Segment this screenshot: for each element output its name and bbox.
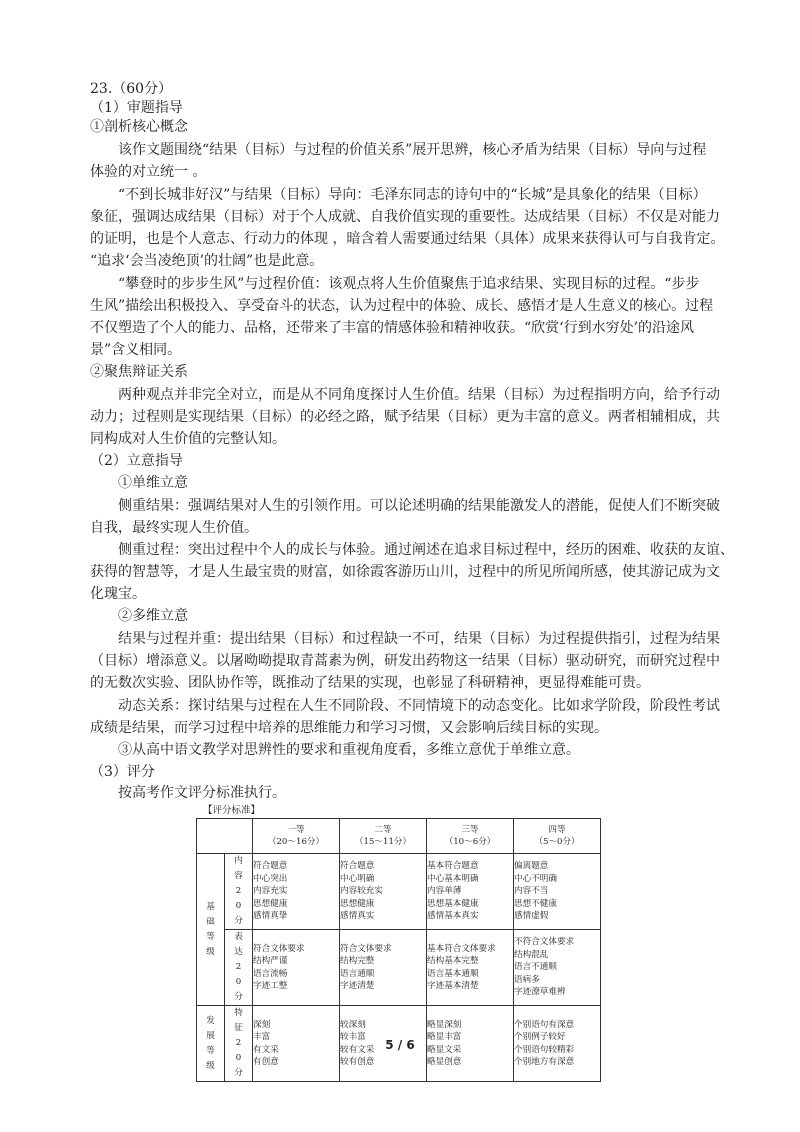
paragraph-line: 象征，强调达成结果（目标）对于个人成就、自我价值实现的重要性。达成结果（目标）不仅是对能力	[90, 209, 720, 225]
subsection-dialectic: ②聚焦辩证关系	[90, 364, 188, 380]
paragraph-line: 按高考作文评分标准执行。	[118, 785, 286, 801]
section-review-title: （1）审题指导	[90, 100, 183, 116]
section-scoring-title: （3）评分	[90, 764, 155, 780]
paragraph-line: 的无数次实验、团队协作等，既推动了结果的实现，也彰显了科研精神，更显得难能可贵。	[90, 675, 650, 691]
rubric-cell: 符合文体要求 结构完整 语言通顺 字迹清楚	[340, 930, 427, 1006]
rubric-row-expression	[197, 930, 601, 1006]
page-number: 5 / 6	[385, 1038, 415, 1052]
rubric-row-label: 特征20分	[225, 1006, 253, 1082]
paragraph-line: 动力；过程则是实现结果（目标）的必经之路，赋予结果（目标）更为丰富的意义。两者相辅相成，共	[90, 409, 720, 425]
rubric-cell: 符合文体要求 结构严谨 语言流畅 字迹工整	[253, 930, 340, 1006]
rubric-corner-cell	[197, 819, 253, 854]
rubric-dev-label: 发展等级	[197, 1006, 225, 1082]
paragraph-line: 获得的智慧等，才是人生最宝贵的财富，如徐霞客游历山川，过程中的所见所闻所感，使其游记成为文	[90, 564, 720, 580]
rubric-row-content	[197, 854, 601, 930]
paragraph-line: 景”含义相同。	[90, 342, 182, 358]
rubric-header-row	[197, 819, 601, 854]
rubric-header-cell: 二等 （15～11分）	[340, 819, 427, 854]
paragraph-line: 不仅塑造了个人的能力、品格，还带来了丰富的情感体验和精神收获。“欣赏‘行到水穷处’的沿途风	[90, 320, 695, 336]
rubric-header-cell: 三等 （10～6分）	[427, 819, 514, 854]
rubric-row-label: 内容20分	[225, 854, 253, 930]
paragraph-line: “不到长城非好汉”与结果（目标）导向：毛泽东同志的诗句中的“长城”是具象化的结果（目标）	[118, 187, 707, 203]
rubric-header-cell: 四等 （5～0分）	[514, 819, 601, 854]
paragraph-line: 结果与过程并重：提出结果（目标）和过程缺一不可，结果（目标）为过程提供指引，过程为结果	[118, 631, 720, 647]
rubric-cell: 符合题意 中心明确 内容较充实 思想健康 感情真实	[340, 854, 427, 930]
rubric-cell: 较深刻 较丰富 较有文采 较有创意	[340, 1006, 427, 1082]
paragraph-line: “攀登时的步步生风”与过程价值：该观点将人生价值聚焦于追求结果、实现目标的过程。“步步	[118, 276, 700, 292]
rubric-header-cell: 一等 （20～16分）	[253, 819, 340, 854]
paragraph-line: 成绩是结果，而学习过程中培养的思维能力和学习习惯，又会影响后续目标的实现。	[90, 720, 608, 736]
paragraph-line: （目标）增添意义。以屠呦呦提取青蒿素为例，研发出药物这一结果（目标）驱动研究，而研究过程中	[90, 653, 720, 669]
question-heading: 23.（60分）	[90, 81, 173, 97]
subsection-core-concept: ①剖析核心概念	[90, 119, 188, 135]
rubric-cell: 基本符合文体要求 结构基本完整 语言基本通顺 字迹基本清楚	[427, 930, 514, 1006]
section-theme-title: （2）立意指导	[90, 453, 183, 469]
rubric-cell: 基本符合题意 中心基本明确 内容单薄 思想基本健康 感情基本真实	[427, 854, 514, 930]
rubric-cell: 符合题意 中心突出 内容充实 思想健康 感情真挚	[253, 854, 340, 930]
paragraph-line: 同构成对人生价值的完整认知。	[90, 431, 286, 447]
paragraph-line: ③从高中语文教学对思辨性的要求和重视角度看，多维立意优于单维立意。	[118, 742, 580, 758]
paragraph-line: 侧重结果：强调结果对人生的引领作用。可以论述明确的结果能激发人的潜能，促使人们不断突破	[118, 498, 720, 514]
subsection-multi-dimension: ②多维立意	[118, 608, 188, 624]
rubric-cell: 个别语句有深意 个别例子较好 个别语句较精彩 个别地方有深意	[514, 1006, 601, 1082]
rubric-cell: 深刻 丰富 有文采 有创意	[253, 1006, 340, 1082]
subsection-single-dimension: ①单维立意	[118, 475, 188, 491]
paragraph-line: 两种观点并非完全对立，而是从不同角度探讨人生价值。结果（目标）为过程指明方向，给予行动	[118, 387, 720, 403]
paragraph-line: 的证明，也是个人意志、行动力的体现 ，暗含着人需要通过结果（具体）成果来获得认可与自我肯定。	[90, 231, 725, 247]
paragraph-line: 自我，最终实现人生价值。	[90, 520, 258, 536]
paragraph-line: 化瑰宝。	[90, 586, 146, 602]
paragraph-line: 侧重过程：突出过程中个人的成长与体验。通过阐述在追求目标过程中，经历的困难、收获的友谊、	[118, 542, 734, 558]
paragraph-line: 生风”描绘出积极投入、享受奋斗的状态，认为过程中的体验、成长、感悟才是人生意义的核心。过程	[90, 298, 714, 314]
rubric-row-label: 表达20分	[225, 930, 253, 1006]
paragraph-line: 体验的对立统一 。	[90, 164, 207, 180]
rubric-cell: 略显深刻 略显丰富 略显文采 略显创意	[427, 1006, 514, 1082]
rubric-basic-label: 基础等级	[197, 854, 225, 1006]
paragraph-line: 该作文题围绕“结果（目标）与过程的价值关系”展开思辨，核心矛盾为结果（目标）导向与过程	[118, 142, 707, 158]
rubric-title: 【评分标准】	[203, 805, 261, 816]
rubric-cell: 偏离题意 中心不明确 内容不当 思想不健康 感情虚假	[514, 854, 601, 930]
paragraph-line: 动态关系：探讨结果与过程在人生不同阶段、不同情境下的动态变化。比如求学阶段，阶段性考试	[118, 698, 720, 714]
rubric-cell: 不符合文体要求 结构混乱 语言不通顺 语病多 字迹潦草难辨	[514, 930, 601, 1006]
paragraph-line: “追求‘会当凌绝顶’的壮阔”也是此意。	[90, 253, 324, 269]
